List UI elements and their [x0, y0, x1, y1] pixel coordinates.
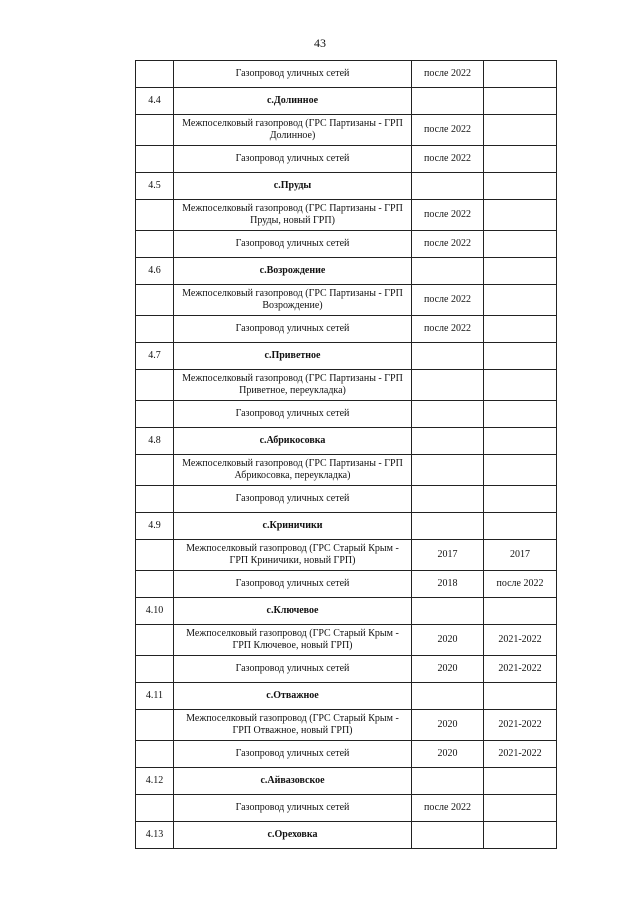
row-number-cell: [136, 710, 174, 741]
completion-cell: [484, 795, 557, 822]
table-section-row: [136, 822, 557, 849]
table-row: [136, 455, 557, 486]
village-name-cell: с.Айвазовское: [174, 768, 412, 795]
deadline-cell: 2018: [412, 571, 484, 598]
row-number-cell: 4.5: [136, 173, 174, 200]
deadline-cell: [412, 401, 484, 428]
object-name-cell: Межпоселковый газопровод (ГРС Партизаны - ГРП Абрикосовка, переукладка): [174, 455, 412, 486]
row-number-cell: 4.8: [136, 428, 174, 455]
table-body: [136, 61, 557, 849]
object-name-cell: Газопровод уличных сетей: [174, 486, 412, 513]
row-number-cell: 4.4: [136, 88, 174, 115]
completion-cell: [484, 231, 557, 258]
village-name-cell: с.Криничики: [174, 513, 412, 540]
object-name-cell: Газопровод уличных сетей: [174, 61, 412, 88]
row-number-cell: [136, 401, 174, 428]
row-number-cell: [136, 370, 174, 401]
village-name-cell: с.Абрикосовка: [174, 428, 412, 455]
row-number-cell: [136, 656, 174, 683]
table-section-row: [136, 683, 557, 710]
row-number-cell: 4.12: [136, 768, 174, 795]
row-number-cell: 4.7: [136, 343, 174, 370]
completion-cell: [484, 316, 557, 343]
village-name-cell: с.Долинное: [174, 88, 412, 115]
deadline-cell: [412, 486, 484, 513]
object-name-cell: Межпоселковый газопровод (ГРС Партизаны - ГРП Возрождение): [174, 285, 412, 316]
row-number-cell: [136, 61, 174, 88]
table-row: [136, 146, 557, 173]
deadline-cell: [412, 822, 484, 849]
object-name-cell: Газопровод уличных сетей: [174, 316, 412, 343]
completion-cell: 2017: [484, 540, 557, 571]
table-row: [136, 795, 557, 822]
row-number-cell: [136, 486, 174, 513]
row-number-cell: [136, 795, 174, 822]
deadline-cell: [412, 370, 484, 401]
completion-cell: 2021-2022: [484, 710, 557, 741]
gas-pipeline-table: [135, 60, 557, 849]
row-number-cell: [136, 200, 174, 231]
table-section-row: [136, 513, 557, 540]
village-name-cell: с.Отважное: [174, 683, 412, 710]
row-number-cell: [136, 455, 174, 486]
row-number-cell: [136, 316, 174, 343]
completion-cell: [484, 401, 557, 428]
deadline-cell: [412, 258, 484, 285]
table-row: [136, 401, 557, 428]
row-number-cell: [136, 146, 174, 173]
completion-cell: [484, 146, 557, 173]
table-section-row: [136, 343, 557, 370]
table-row: [136, 486, 557, 513]
deadline-cell: после 2022: [412, 200, 484, 231]
object-name-cell: Газопровод уличных сетей: [174, 795, 412, 822]
completion-cell: [484, 455, 557, 486]
row-number-cell: [136, 285, 174, 316]
row-number-cell: [136, 571, 174, 598]
completion-cell: 2021-2022: [484, 625, 557, 656]
village-name-cell: с.Возрождение: [174, 258, 412, 285]
deadline-cell: [412, 173, 484, 200]
row-number-cell: 4.10: [136, 598, 174, 625]
deadline-cell: после 2022: [412, 316, 484, 343]
deadline-cell: 2017: [412, 540, 484, 571]
completion-cell: [484, 173, 557, 200]
object-name-cell: Межпоселковый газопровод (ГРС Старый Крым - ГРП Криничики, новый ГРП): [174, 540, 412, 571]
deadline-cell: [412, 768, 484, 795]
table-section-row: [136, 768, 557, 795]
object-name-cell: Межпоселковый газопровод (ГРС Старый Крым - ГРП Отважное, новый ГРП): [174, 710, 412, 741]
deadline-cell: после 2022: [412, 115, 484, 146]
completion-cell: [484, 115, 557, 146]
deadline-cell: 2020: [412, 625, 484, 656]
table-row: [136, 710, 557, 741]
table-row: [136, 316, 557, 343]
page-number: 43: [314, 36, 326, 50]
completion-cell: [484, 343, 557, 370]
completion-cell: 2021-2022: [484, 741, 557, 768]
row-number-cell: 4.13: [136, 822, 174, 849]
table-row: [136, 656, 557, 683]
deadline-cell: 2020: [412, 710, 484, 741]
object-name-cell: Газопровод уличных сетей: [174, 146, 412, 173]
completion-cell: [484, 370, 557, 401]
village-name-cell: с.Ключевое: [174, 598, 412, 625]
object-name-cell: Газопровод уличных сетей: [174, 231, 412, 258]
row-number-cell: [136, 625, 174, 656]
table-section-row: [136, 258, 557, 285]
deadline-cell: 2020: [412, 741, 484, 768]
row-number-cell: [136, 115, 174, 146]
deadline-cell: [412, 598, 484, 625]
table-row: [136, 540, 557, 571]
deadline-cell: [412, 428, 484, 455]
completion-cell: 2021-2022: [484, 656, 557, 683]
completion-cell: [484, 285, 557, 316]
table-row: [136, 625, 557, 656]
deadline-cell: [412, 343, 484, 370]
completion-cell: [484, 598, 557, 625]
completion-cell: [484, 822, 557, 849]
completion-cell: после 2022: [484, 571, 557, 598]
row-number-cell: 4.9: [136, 513, 174, 540]
table-section-row: [136, 598, 557, 625]
completion-cell: [484, 88, 557, 115]
table-row: [136, 741, 557, 768]
table-row: [136, 285, 557, 316]
deadline-cell: после 2022: [412, 795, 484, 822]
table-section-row: [136, 173, 557, 200]
village-name-cell: с.Приветное: [174, 343, 412, 370]
completion-cell: [484, 200, 557, 231]
object-name-cell: Газопровод уличных сетей: [174, 741, 412, 768]
deadline-cell: после 2022: [412, 61, 484, 88]
completion-cell: [484, 768, 557, 795]
village-name-cell: с.Пруды: [174, 173, 412, 200]
table-row: [136, 370, 557, 401]
object-name-cell: Газопровод уличных сетей: [174, 571, 412, 598]
completion-cell: [484, 513, 557, 540]
row-number-cell: [136, 540, 174, 571]
deadline-cell: после 2022: [412, 231, 484, 258]
completion-cell: [484, 428, 557, 455]
completion-cell: [484, 683, 557, 710]
row-number-cell: 4.11: [136, 683, 174, 710]
object-name-cell: Межпоселковый газопровод (ГРС Партизаны - ГРП Пруды, новый ГРП): [174, 200, 412, 231]
deadline-cell: после 2022: [412, 146, 484, 173]
row-number-cell: 4.6: [136, 258, 174, 285]
object-name-cell: Газопровод уличных сетей: [174, 656, 412, 683]
deadline-cell: 2020: [412, 656, 484, 683]
deadline-cell: [412, 455, 484, 486]
table-row: [136, 115, 557, 146]
row-number-cell: [136, 231, 174, 258]
table-row: [136, 231, 557, 258]
object-name-cell: Газопровод уличных сетей: [174, 401, 412, 428]
object-name-cell: Межпоселковый газопровод (ГРС Партизаны - ГРП Долинное): [174, 115, 412, 146]
deadline-cell: [412, 683, 484, 710]
village-name-cell: с.Ореховка: [174, 822, 412, 849]
completion-cell: [484, 486, 557, 513]
object-name-cell: Межпоселковый газопровод (ГРС Партизаны - ГРП Приветное, переукладка): [174, 370, 412, 401]
completion-cell: [484, 61, 557, 88]
table-row: [136, 571, 557, 598]
table-row: [136, 61, 557, 88]
deadline-cell: [412, 513, 484, 540]
deadline-cell: после 2022: [412, 285, 484, 316]
deadline-cell: [412, 88, 484, 115]
table-section-row: [136, 428, 557, 455]
row-number-cell: [136, 741, 174, 768]
table-section-row: [136, 88, 557, 115]
table-row: [136, 200, 557, 231]
object-name-cell: Межпоселковый газопровод (ГРС Старый Крым - ГРП Ключевое, новый ГРП): [174, 625, 412, 656]
completion-cell: [484, 258, 557, 285]
